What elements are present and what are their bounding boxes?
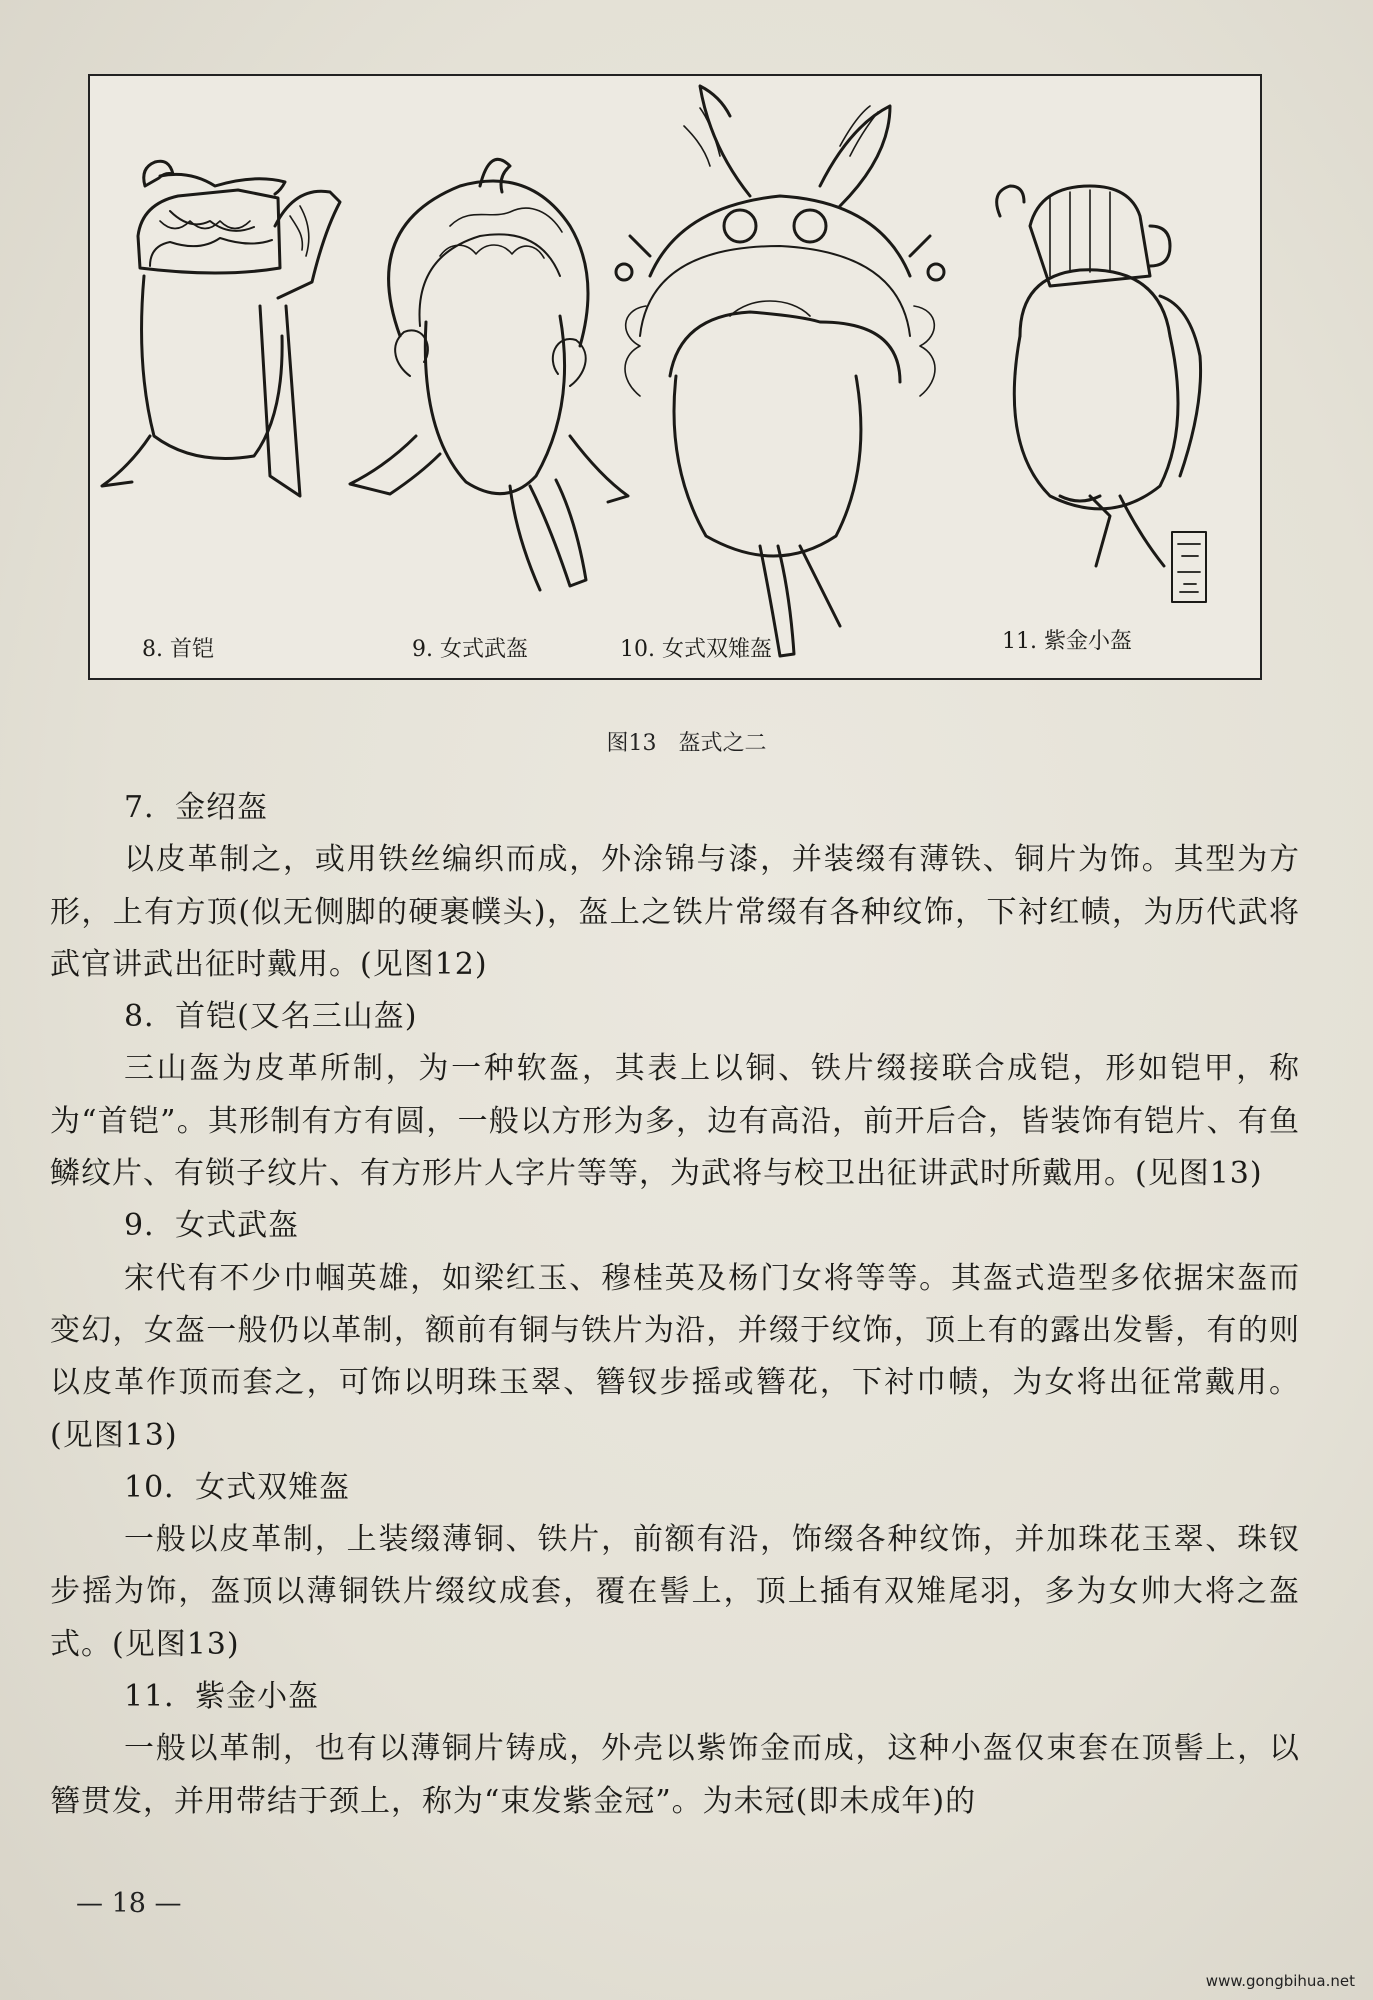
helmet-8-drawing xyxy=(102,161,340,496)
section-heading-8: 8．首铠(又名三山盔) xyxy=(124,999,418,1035)
section-body-11: 一般以革制，也有以薄铜片铸成，外壳以紫饰金而成，这种小盔仅束套在顶髻上，以簪贯发，并用带结于颈上，称为“束发紫金冠”。为未冠(即未成年)的 xyxy=(50,1731,1300,1819)
figure-title: 图13 盔式之二 xyxy=(606,731,767,756)
page-number: — 18 — xyxy=(76,1888,182,1919)
section-body-7: 以皮革制之，或用铁丝编织而成，外涂锦与漆，并装缀有薄铁、铜片为饰。其型为方形，上有方顶(似无侧脚的硬裹幞头)，盔上之铁片常缀有各种纹饰，下衬红帻，为历代武将武官讲武出征时戴用。(见图12) xyxy=(50,842,1300,982)
section-body-8: 三山盔为皮革所制，为一种软盔，其表上以铜、铁片缀接联合成铠，形如铠甲，称为“首铠”。其形制有方有圆，一般以方形为多，边有高沿，前开后合，皆装饰有铠片、有鱼鳞纹片、有锁子纹片、有方形片人字片等等，为武将与校卫出征讲武时所戴用。(见图13) xyxy=(50,1051,1300,1192)
section-body-10: 一般以皮革制，上装缀薄铜、铁片，前额有沿，饰缀各种纹饰，并加珠花玉翠、珠钗步摇为饰，盔顶以薄铜铁片缀纹成套，覆在髻上，顶上插有双雉尾羽，多为女帅大将之盔式。(见图13) xyxy=(50,1522,1300,1662)
section-heading-9: 9．女式武盔 xyxy=(124,1208,300,1244)
site-watermark: www.gongbihua.net xyxy=(1205,1972,1355,1990)
caption-10: 10. 女式双雉盔 xyxy=(620,637,773,662)
caption-8: 8. 首铠 xyxy=(142,637,215,662)
section-body-9: 宋代有不少巾帼英雄，如梁红玉、穆桂英及杨门女将等等。其盔式造型多依据宋盔而变幻，女盔一般仍以革制，额前有铜与铁片为沿，并缀于纹饰，顶上有的露出发髻，有的则以皮革作顶而套之，可饰以明珠玉翠、簪钗步摇或簪花，下衬巾帻，为女将出征常戴用。(见图13) xyxy=(50,1260,1300,1453)
helmet-9-drawing xyxy=(350,159,628,590)
helmet-drawings xyxy=(90,76,1260,678)
figure-illustration xyxy=(88,74,1262,680)
section-heading-11: 11．紫金小盔 xyxy=(124,1679,320,1715)
artist-seal xyxy=(1172,532,1206,602)
helmet-11-drawing xyxy=(997,186,1201,566)
article-body xyxy=(50,782,1300,1828)
caption-11: 11. 紫金小盔 xyxy=(1002,629,1133,654)
section-heading-7: 7．金绍盔 xyxy=(124,790,269,825)
section-heading-10: 10．女式双雉盔 xyxy=(124,1469,351,1505)
helmet-10-drawing xyxy=(616,86,944,656)
caption-9: 9. 女式武盔 xyxy=(412,637,529,662)
